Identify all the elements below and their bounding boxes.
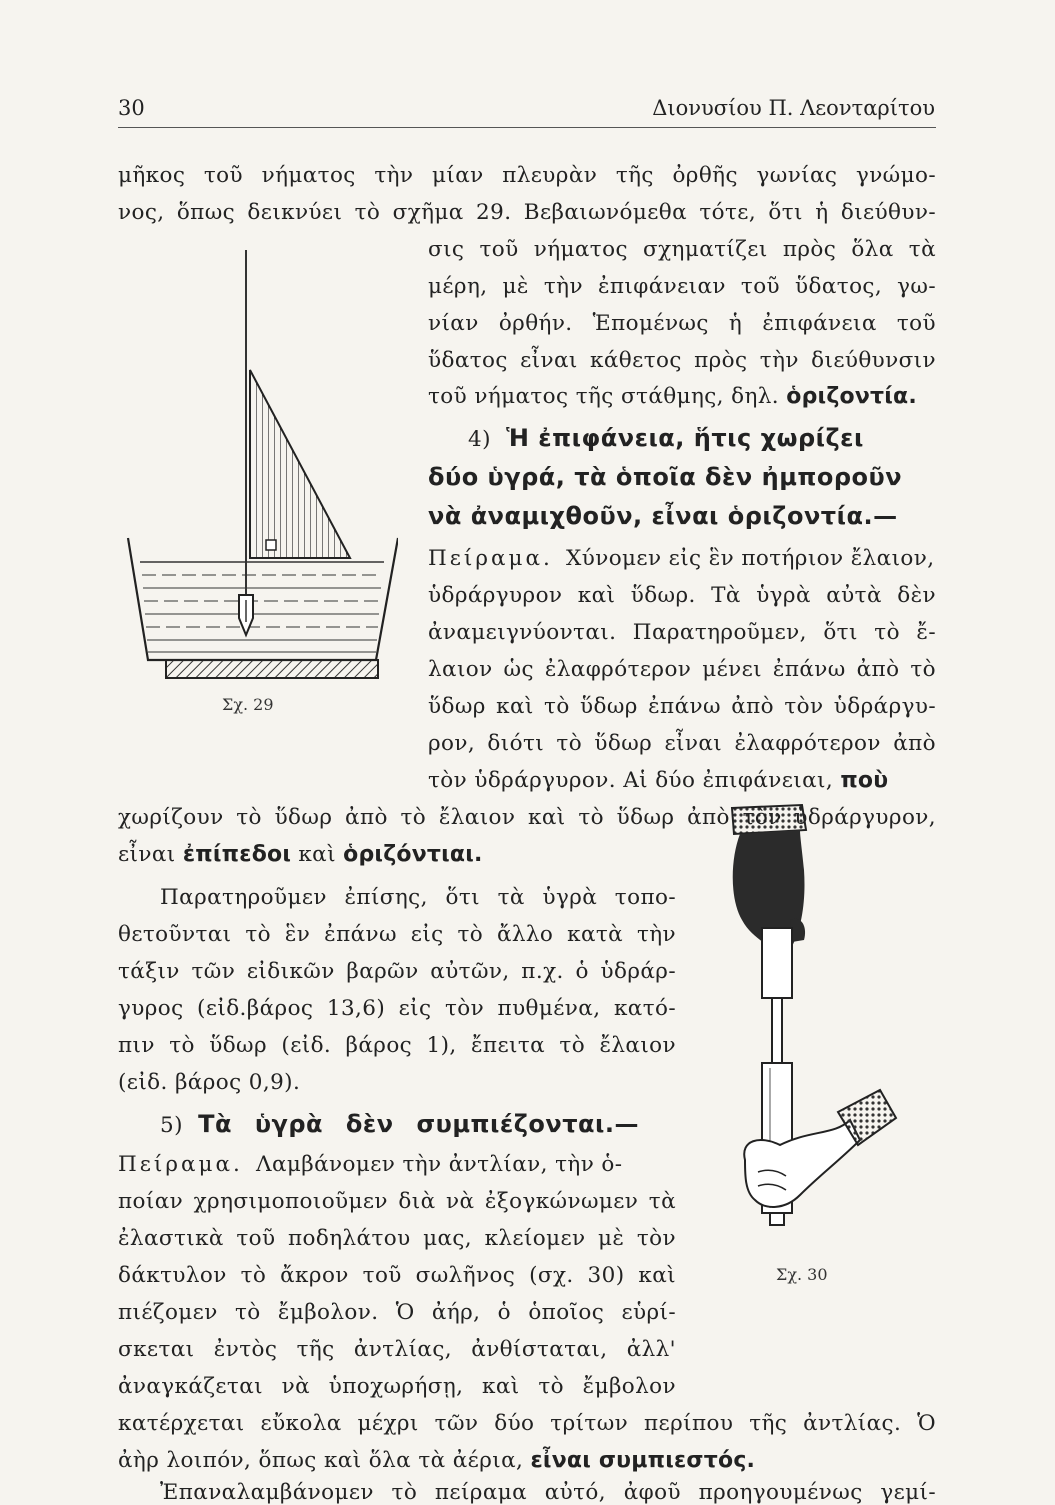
- text-line-31: [118, 1448, 755, 1473]
- text-line-28: σκεται ἐντὸς τῆς ἀντλίας, ἀνθίσταται, ἀλλ': [118, 1337, 676, 1362]
- text-line-14: [428, 768, 888, 793]
- text-line-21: πιν τὸ ὕδωρ (εἰδ. βάρος 1), ἔπειτα τὸ ἔλαιον: [118, 1033, 676, 1058]
- text-experiment-2-rest: Λαμβάνομεν τὴν ἀντλίαν, τὴν ὁ-: [256, 1152, 623, 1177]
- text-kai: καὶ: [298, 842, 336, 867]
- text-line-experiment-1: [428, 546, 934, 571]
- section-5-heading: [160, 1110, 639, 1138]
- text-line-experiment-2: [118, 1152, 622, 1177]
- text-line-32: Ἐπαναλαμβάνομεν τὸ πείραμα αὐτό, ἀφοῦ προηγουμένως γεμί-: [160, 1480, 936, 1505]
- text-line-4: μέρη, μὲ τὴν ἐπιφάνειαν τοῦ ὕδατος, γω-: [428, 274, 936, 299]
- section-5-heading-text: Τὰ ὑγρὰ δὲν συμπιέζονται.—: [198, 1110, 639, 1138]
- header-rule: [118, 127, 936, 128]
- text-line-18: θετοῦνται τὸ ἓν ἐπάνω εἰς τὸ ἄλλο κατὰ τὴν: [118, 922, 676, 947]
- text-line-6: ὕδατος εἶναι κάθετος πρὸς τὴν διεύθυνσιν: [428, 348, 936, 373]
- text-line-20: γυρος (εἰδ.βάρος 13,6) εἰς τὸν πυθμένα, κατό-: [118, 996, 676, 1021]
- text-line-7: [428, 384, 917, 409]
- text-line-11: λαιον ὡς ἐλαφρότερον μένει ἐπάνω ἀπὸ τὸ: [428, 657, 936, 682]
- text-line-3: σις τοῦ νήματος σχηματίζει πρὸς ὅλα τὰ: [428, 237, 936, 262]
- text-line-9: ὑδράργυρον καὶ ὕδωρ. Τὰ ὑγρὰ αὐτὰ δὲν: [428, 583, 936, 608]
- text-line-19: τάξιν τῶν εἰδικῶν βαρῶν αὐτῶν, π.χ. ὁ ὑδράρ-: [118, 959, 676, 984]
- figure-29-caption: Σχ. 29: [222, 695, 274, 714]
- text-line-10: ἀναμειγνύονται. Παρατηροῦμεν, ὅτι τὸ ἔ-: [428, 620, 936, 645]
- page-number: 30: [118, 96, 145, 120]
- text-line-5: νίαν ὀρθήν. Ἑπομένως ἡ ἐπιφάνεια τοῦ: [428, 311, 936, 336]
- text-line-2: νος, ὅπως δεικνύει τὸ σχῆμα 29. Βεβαιωνόμεθα τότε, ὅτι ἡ διεύθυν-: [118, 200, 936, 225]
- text-line-29: ἀναγκάζεται νὰ ὑποχωρήσῃ, καὶ τὸ ἔμβολον: [118, 1374, 676, 1399]
- text-line-7-plain: τοῦ νήματος τῆς στάθμης, δηλ.: [428, 384, 780, 409]
- text-line-13: ρον, διότι τὸ ὕδωρ εἶναι ἐλαφρότερον ἀπὸ: [428, 731, 936, 756]
- experiment-label-2: Πείραμα.: [118, 1152, 243, 1177]
- figure-29-plumb-line-illustration: [118, 250, 398, 690]
- text-line-25: ἐλαστικὰ τοῦ ποδηλάτου μας, κλείομεν μὲ τὸν: [118, 1226, 676, 1251]
- section-5-number: 5): [160, 1113, 183, 1138]
- text-line-17: Παρατηροῦμεν ἐπίσης, ὅτι τὰ ὑγρὰ τοπο-: [160, 885, 676, 910]
- text-line-16: [118, 842, 483, 867]
- text-experiment-1-rest: Χύνομεν εἰς ἓν ποτήριον ἔλαιον,: [566, 546, 935, 571]
- figure-30-caption: Σχ. 30: [776, 1265, 828, 1284]
- text-line-24: ποίαν χρησιμοποιοῦμεν διὰ νὰ ἐξογκώνωμεν τὰ: [118, 1189, 676, 1214]
- text-line-1: μῆκος τοῦ νήματος τὴν μίαν πλευρὰν τῆς ὀρθῆς γωνίας γνώμο-: [118, 163, 936, 188]
- text-line-27: πιέζομεν τὸ ἔμβολον. Ὁ ἀήρ, ὁ ὁποῖος εὑρί-: [118, 1300, 676, 1325]
- text-line-15: χωρίζουν τὸ ὕδωρ ἀπὸ τὸ ἔλαιον καὶ τὸ ὕδωρ ἀπὸ τὸν ὑδράργυρον,: [118, 805, 936, 830]
- text-line-30: κατέρχεται εὔκολα μέχρι τῶν δύο τρίτων περίπου τῆς ἀντλίας. Ὁ: [118, 1411, 936, 1436]
- emphasis-horizontal-plural: ὁριζόντιαι.: [343, 842, 483, 867]
- section-4-heading-line-1: [468, 424, 864, 452]
- running-header-author: Διονυσίου Π. Λεονταρίτου: [652, 96, 935, 120]
- text-eisai: εἶναι: [118, 842, 176, 867]
- section-4-heading-part-1: Ἡ ἐπιφάνεια, ἥτις χωρίζει: [506, 424, 864, 452]
- text-line-12: ὕδωρ καὶ τὸ ὕδωρ ἐπάνω ἀπὸ τὸν ὑδράργυ-: [428, 694, 936, 719]
- emphasis-plane: ἐπίπεδοι: [182, 842, 292, 867]
- emphasis-horizontal: ὁριζοντία.: [786, 384, 917, 409]
- text-line-14-plain: τὸν ὑδράργυρον. Αἱ δύο ἐπιφάνειαι,: [428, 768, 834, 793]
- text-line-31-plain: ἀὴρ λοιπόν, ὅπως καὶ ὅλα τὰ ἀέρια,: [118, 1448, 524, 1473]
- section-4-heading-line-2: δύο ὑγρά, τὰ ὁποῖα δὲν ἠμποροῦν: [428, 463, 903, 491]
- section-4-number: 4): [468, 427, 491, 452]
- emphasis-pou: ποὺ: [840, 768, 889, 793]
- figure-30-pump-illustration: [720, 800, 900, 1260]
- text-line-22: (εἰδ. βάρος 0,9).: [118, 1070, 301, 1095]
- section-4-heading-line-3: νὰ ἀναμιχθοῦν, εἶναι ὁριζοντία.—: [428, 502, 898, 530]
- emphasis-compressible: εἶναι συμπιεστός.: [530, 1448, 756, 1473]
- experiment-label-1: Πείραμα.: [428, 546, 553, 571]
- text-line-26: δάκτυλον τὸ ἄκρον τοῦ σωλῆνος (σχ. 30) καὶ: [118, 1263, 676, 1288]
